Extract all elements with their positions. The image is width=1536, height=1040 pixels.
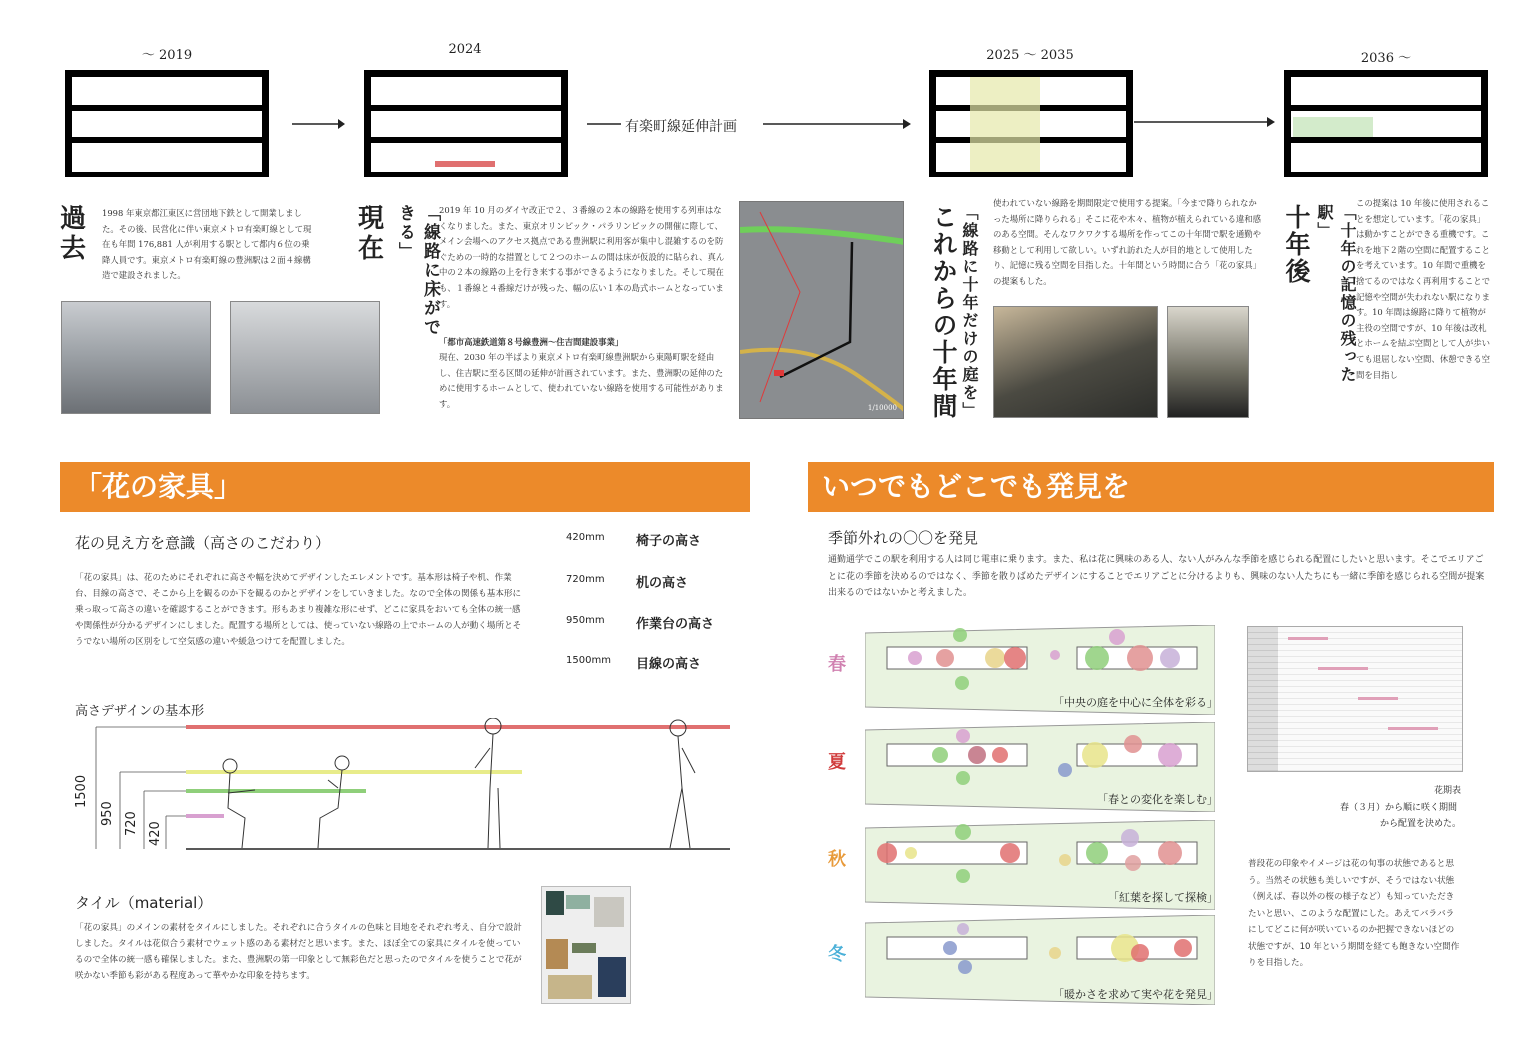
season-summer-label: 夏: [828, 752, 846, 773]
map-scale: 1/10000: [867, 404, 897, 412]
present-vertical: 「線路に床ができる」: [395, 204, 440, 337]
right-note: 普段花の印象やイメージは花の旬事の状態であると思う。当然その状態も美しいですが、そうではない状態（例えば、春以外の桜の様子など）も知っていただきたいと思い、このような配置にした。あえてバラバラにしてどこに何が咲いているのか把握できないほどの状態ですが、10 年という期間を経ても飽きない空間作りを目指した。: [1248, 859, 1460, 968]
future-heading: 十年後: [1282, 204, 1311, 285]
year-2024: 2024: [448, 42, 482, 57]
left-body: 「花の家具」は、花のためにそれぞれに高さや幅を決めてデザインしたエレメントです。基本形は椅子や机、作業台、目線の高さで、そこから上を観るのか下を観るのかとデザインをしていきました。なので全体の関係も基本形に乗っ取って高さの違いを確認することができます。形もあまり複雑な形にせず、どこに家具をおいても全体の統一感や関係性が分かるデザインにしました。配置する場所としては、使っていない線路の上でホームの人が動く場所とそうでない場所の区別をして空気感の違いや緩急つけてを配置しました。: [75, 573, 522, 647]
tile-samples-photo: [541, 886, 631, 1004]
height-label-workbench: 作業台の高さ: [636, 617, 715, 632]
decade-text: 使われていない線路を期間限定で使用する提案。「今まで降りられなかった場所に降りられる」そこに花や木々、植物が植えられている違和感のある空間。そんなワクワクする場所を作ってこの十年間で駅を通勤や移動として利用して欲しい。いずれ訪れた人が目的地として使用したり、記憶に残る空間を目指した。十年間という時間に合う「花の家具」の提案もした。: [993, 198, 1261, 286]
decade-photo-1: [993, 306, 1158, 418]
tile-title: タイル（material）: [75, 894, 213, 912]
caption-winter: 「暖かさを求めて実や花を発見」: [1053, 988, 1218, 1001]
past-photo-2: [230, 301, 380, 414]
tile-body: 「花の家具」のメインの素材をタイルにしました。それぞれに合うタイルの色味と目地をそれぞれ考え、自分で設計しました。タイルは花似合う素材でウェット感のある素材だと思います。また、ほぼ全ての家具にタイルを使っているので全体の統一感も確保しました。また、豊洲駅の第一印象として無彩色だと思ったのでタイルを使うことで花が咲かない季節も彩がある程度あって華やかな印象を持ちます。: [75, 923, 522, 981]
present-subheading: 「都市高速鉄道第８号線豊洲〜住吉間建設事業」: [439, 337, 624, 347]
height-label-chair: 椅子の高さ: [636, 534, 702, 549]
section-2036: [1284, 70, 1488, 177]
left-subtitle: 花の見え方を意識（高さのこだわり）: [75, 534, 331, 552]
section-2025: [929, 70, 1133, 177]
decade-heading: これからの十年間: [929, 204, 958, 420]
bloom-table-caption-3: から配置を決めた。: [1380, 819, 1462, 829]
bloom-table: [1247, 626, 1463, 772]
height-diagram: [70, 718, 740, 858]
past-heading: 過去: [60, 204, 87, 264]
right-banner: いつでもどこでも発見を: [808, 462, 1494, 512]
season-winter-label: 冬: [828, 944, 846, 965]
caption-summer: 「春との変化を楽しむ」: [1097, 793, 1218, 806]
height-mm-720: 720mm: [566, 574, 605, 585]
right-body: 通勤通学でこの駅を利用する人は同じ電車に乗ります。また、私は花に興味のある人、ない人がみんな季節を感じられる配置にしたいと思います。そこでエリアごとに花の季節を決めるのではなく、季節を散りばめたデザインにすることでエリアごとに分けるよりも、興味のない人たちにも一緒に季節を感じられる空間が提案出来るのではないかと考えました。: [828, 555, 1485, 598]
present-map: [739, 201, 904, 419]
height-mm-950: 950mm: [566, 615, 605, 626]
dim-720: 720: [124, 811, 139, 836]
dim-1500: 1500: [74, 774, 89, 808]
caption-spring: 「中央の庭を中心に全体を彩る」: [1053, 696, 1218, 709]
future-text: この提案は 10 年後に使用されることを想定しています。「花の家具」は動かすことができる重機です。これを地下２階の空間に配置することを考えています。10 年間で重機を捨てるのではなく再利用することで記憶や空間が失われない駅になります。10 年間は線路に降りて植物が主役の空間ですが、10 年後は改札とホームを結ぶ空間として人が歩いても退屈しない空間、休憩できる空間を目指し: [1356, 198, 1490, 380]
bloom-table-caption-2: 春（３月）から順に咲く期間: [1340, 803, 1458, 813]
decade-vertical: 「線路に十年だけの庭を」: [960, 204, 979, 420]
year-2019: ～ 2019: [141, 48, 193, 63]
height-label-eye: 目線の高さ: [636, 657, 702, 672]
section-2024: [364, 70, 568, 177]
present-text-2: 現在、2030 年の半ばより東京メトロ有楽町線豊洲駅から東陽町駅を経由し、住吉駅に至る区間の延伸が計画されています。また、豊洲駅の延伸のために使用するホームとして、使われていない線路を使用する可能性があります。: [439, 352, 724, 409]
arrow-1: [290, 118, 346, 130]
year-2036: 2036 ～: [1360, 51, 1412, 66]
present-heading: 現在: [358, 204, 385, 264]
plan-label: 有楽町線延伸計画: [625, 119, 737, 135]
past-text: 1998 年東京都江東区に営団地下鉄として開業しました。その後、民営化に伴い東京メトロ有楽町線として現在も年間 176,881 人が利用する駅として都内６位の乗降人員です。東京メトロ有楽町線の豊洲駅は２面４線構造で建設されました。: [102, 208, 312, 281]
diagram-title: 高さデザインの基本形: [75, 704, 205, 719]
dim-420: 420: [148, 821, 163, 846]
height-mm-1500: 1500mm: [566, 655, 611, 666]
section-2019: [65, 70, 269, 177]
dim-950: 950: [100, 801, 115, 826]
right-subtitle: 季節外れの〇〇を発見: [828, 529, 979, 547]
season-spring-label: 春: [828, 654, 846, 675]
decade-photo-2: [1167, 306, 1249, 418]
arrow-3: [1132, 116, 1277, 128]
year-2025-2035: 2025 ～ 2035: [986, 48, 1074, 63]
height-label-desk: 机の高さ: [636, 576, 689, 591]
season-autumn-label: 秋: [828, 849, 846, 870]
bloom-table-caption-1: 花期表: [1434, 786, 1462, 796]
future-vertical: 「十年の記憶の残った駅」: [1315, 204, 1357, 384]
present-text-1: 2019 年 10 月のダイヤ改正で２、３番線の２本の線路を使用する列車はなくなりました。また、東京オリンピック・パラリンピックの開催に際して、メイン会場へのアクセス拠点である豊洲駅に利用客が集中し混雑するのを防ぐための一時的な措置として２つのホームの間は床が仮設的に貼られ、真ん中の２本の線路の上を行き来する事ができるようになりました。そして現在も、１番線と４番線だけが残った、幅の広い１本の島式ホームとなっています。: [439, 205, 725, 309]
left-banner: 「花の家具」: [60, 462, 750, 512]
height-mm-420: 420mm: [566, 532, 605, 543]
past-photo-1: [61, 301, 211, 414]
caption-autumn: 「紅葉を探して探検」: [1108, 891, 1218, 904]
